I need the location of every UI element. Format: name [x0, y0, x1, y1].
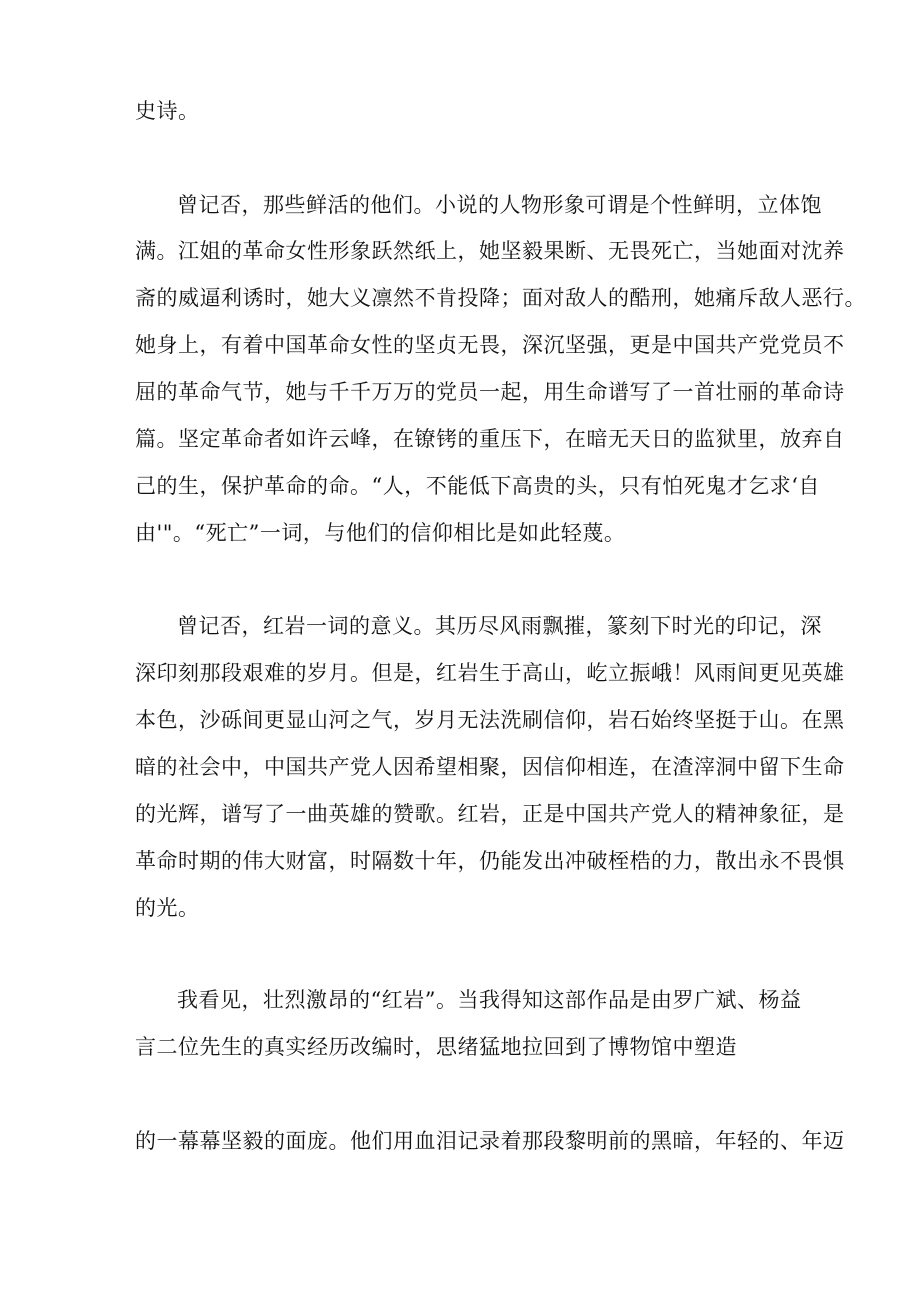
text-line-10: 曾记否，红岩一词的意义。其历尽风雨飘摧，篆刻下时光的印记，深 — [177, 614, 822, 638]
text-line-9: 由'"。“死亡”一词，与他们的信仰相比是如此轻蔑。 — [135, 521, 626, 545]
text-line-15: 革命时期的伟大财富，时隔数十年，仍能发出冲破桎梏的力，散出永不畏惧 — [135, 849, 845, 873]
text-line-19: 的一幕幕坚毅的面庞。他们用血泪记录着那段黎明前的黑暗，年轻的、年迈 — [135, 1129, 845, 1153]
text-line-8: 己的生，保护革命的命。“人，不能低下高贵的头，只有怕死鬼才乞求‘自 — [135, 474, 820, 498]
text-line-7: 篇。坚定革命者如许云峰，在镣铐的重压下，在暗无天日的监狱里，放弃自 — [135, 427, 845, 451]
text-line-5: 她身上，有着中国革命女性的坚贞无畏，深沉坚强，更是中国共产党党员不 — [135, 333, 845, 357]
text-line-11: 深印刻那段艰难的岁月。但是，红岩生于高山，屹立振峨！风雨间更见英雄 — [135, 661, 845, 685]
text-line-4: 斋的威逼利诱时，她大义凛然不肯投降；面对敌人的酷刑，她痛斥敌人恶行。 — [135, 286, 866, 310]
text-line-3: 满。江姐的革命女性形象跃然纸上，她坚毅果断、无畏死亡，当她面对沈养 — [135, 239, 845, 263]
text-line-17: 我看见，壮烈激昂的“红岩”。当我得知这部作品是由罗广斌、杨益 — [177, 988, 802, 1012]
text-line-6: 屈的革命气节，她与千千万万的党员一起，用生命谱写了一首壮丽的革命诗 — [135, 380, 845, 404]
text-line-14: 的光辉，谱写了一曲英雄的赞歌。红岩，正是中国共产党人的精神象征，是 — [135, 802, 845, 826]
text-line-12: 本色，沙砾间更显山河之气，岁月无法洗刷信仰，岩石始终坚挺于山。在黑 — [135, 708, 845, 732]
text-line-1: 史诗。 — [135, 99, 200, 123]
text-line-18: 言二位先生的真实经历改编时，思绪猛地拉回到了博物馆中塑造 — [135, 1035, 737, 1059]
text-line-16: 的光。 — [135, 896, 200, 920]
text-line-2: 曾记否，那些鲜活的他们。小说的人物形象可谓是个性鲜明，立体饱 — [177, 193, 822, 217]
text-line-13: 暗的社会中，中国共产党人因希望相聚，因信仰相连，在渣滓洞中留下生命 — [135, 755, 845, 779]
